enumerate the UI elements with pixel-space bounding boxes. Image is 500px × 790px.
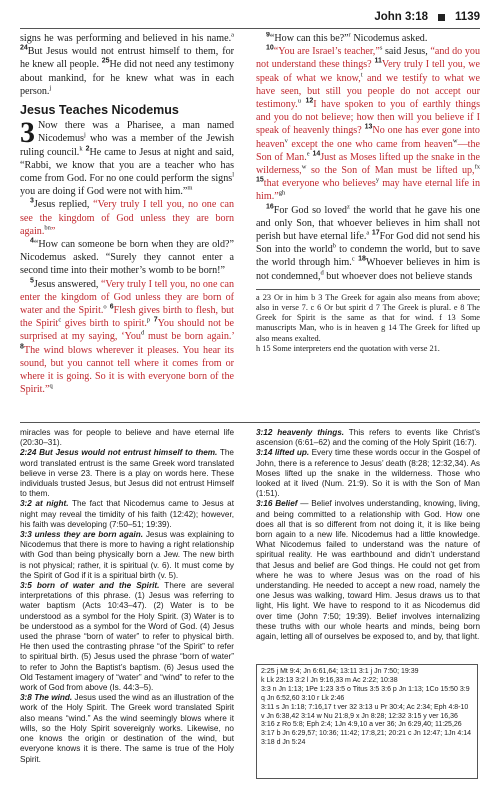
footnote: a 23 Or in him b 3 The Greek for again also means from above; also in verse 7. c 6 Or but spirit d 7 The Greek is plural. e 8 The Greek for Spirit is the same as that for wind. f 13 Some manuscripts Man, who is in heaven g 14 The Greek for lifted up also means exalted. (256, 292, 480, 343)
verse-paragraph: $^9$“How can this be?”$^r$ Nicodemus asked. (266, 32, 428, 44)
study-notes-left (20, 428, 234, 782)
section-heading: Jesus Teaches Nicodemus (20, 103, 179, 118)
study-note: 3:2 at night. The fact that Nicodemus came to Jesus at night may reveal the timidity of his faith (12:42); however, his faith was developing (7:50–51; 19:39). (20, 499, 234, 529)
chapter-number: 3 (20, 116, 35, 150)
footnote: h 15 Some interpreters end the quotation with verse 21. (256, 343, 440, 353)
study-note: 2:24 But Jesus would not entrust himself to them. The word translated entrust is the same Greek word translated believe in verse 23. There is a play on words here. These individuals trusted Jesus, but Jesus did not entrust Himself to them. (20, 448, 234, 499)
study-note: 3:12 heavenly things. This refers to events like Christ’s ascension (6:61–62) and the coming of the Holy Spirit (16:7). (256, 428, 480, 448)
study-note: 3:3 unless they are born again. Jesus was explaining to Nicodemus that there is more to having a right relationship with God than being physically born a Jew. The new birth is not physical; rather, it is spiritual (v. 6). It must come by the Spirit of God if it is a spiritual birth (v. 5). (20, 530, 234, 580)
study-note: 3:5 born of water and the Spirit. There are several interpretations of this phrase. (1) Jesus was referring to water baptism (Acts 10:43–47). (2) Water is to be understood as a symbol for the Holy Spirit. (3) Water is to be understood as a symbol for the Word of God. (4) Jesus used the phrase “born of water” to refer to physical birth. He then used the contrasting phrase “of the Spirit” to refer to spiritual birth. (5) Jesus used the phrase “born of water” to refer to John the Baptist’s baptism. (6) Jesus used the Old Testament imagery of “water” and “wind” to refer to the work of God from above (Is. 44:3–5). (20, 581, 234, 693)
study-note: miracles was for people to believe and have eternal life (20:30–31). (20, 428, 234, 448)
header-square-icon (438, 14, 445, 21)
scripture-column-right (256, 32, 480, 416)
scripture-column-left (20, 32, 234, 416)
verse-paragraph: $^5$Jesus answered, “Very truly I tell you, no one can enter the kingdom of God unless they are born of water and the Spirit.$^o$ $^6$Flesh gives birth to flesh, but the Spirit$^c$ gives birth to spirit.$^p$ $^7$You should not be surprised at my saying, ‘You$^d$ must be born again.’ $^8$The wind blows wherever it pleases. You hear its sound, but you cannot tell where it comes from or where it is going. So it is with everyone born of the Spirit.”$^q$ (20, 277, 234, 396)
header-reference: John 3:18 (374, 11, 429, 23)
study-notes-right (256, 428, 480, 658)
verse-paragraph: $^{16}$For God so loved$^z$ the world that he gave his one and only Son, that whoever believes in him shall not perish but have eternal life.$^a$ $^{17}$For God did not send his Son into the world$^b$ to condemn the world, but to save the world through him.$^c$ $^{18}$Whoever believes in him is not condemned,$^d$ but whoever does not believe stands (256, 203, 480, 282)
study-note: 3:8 The wind. Jesus used the wind as an illustration of the work of the Holy Spirit. The Greek word translated Spirit also means “wind.” As the wind seemingly blows where it wills, so the Holy Spirit sovereignly works. Likewise, no one knows the origin or destination of the wind, but everyone knows it is there. The same is true of the Holy Spirit. (20, 693, 234, 764)
study-note: 3:14 lifted up. Every time these words occur in the Gospel of John, there is a reference to Jesus’ death (8:28; 12:32,34). As Moses lifted up the snake in the wilderness. Those who looked at it lived (Num. 21:9). So it is with the Son of Man (1:51). (256, 448, 480, 499)
verse-paragraph: $^{10}$“You are Israel’s teacher,”$^s$ said Jesus, “and do you not understand these things? $^{11}$Very truly I tell you, we speak of what we know,$^t$ and we testify to what we have seen, but still you people do not accept our testimony.$^u$ $^{12}$I have spoken to you of earthly things and you do not believe; how then will you believe if I speak of heavenly things? $^{13}$No one has ever gone into heaven$^v$ except the one who came from heaven$^w$—the Son of Man.$^e$ $^{14}$Just as Moses lifted up the snake in the wilderness,$^w$ so the Son of Man must be lifted up,$^{fx}$ $^{15}$that everyone who believes$^y$ may have eternal life in him.”$^{gh}$ (256, 44, 480, 203)
cross-reference: 3:11 s Jn 1:18; 7:16,17 t ver 32 3:13 u Pr 30:4; Ac 2:34; Eph 4:8-10 v Jn 6:38,42 3:14 w Nu 21:8,9 x Jn 8:28; 12:32 3:15 y ver 16,36 3:16 z Ro 5:8; Eph 2:4; 1Jn 4:9,10 a ver 36; Jn 6:29,40; 11:25,26 3:17 b Jn 6:29,57; 10:36; 11:42; 17:8,21; 20:21 c Jn 12:47; 1Jn 4:14 (261, 703, 472, 738)
running-header (374, 8, 480, 26)
verse-paragraph: signs he was performing and believed in his name.$^a$ $^{24}$But Jesus would not entrust himself to them, for he knew all people. $^{25}$He did not need any testimony about mankind, for he knew what was in each person.$^j$ (20, 32, 234, 97)
cross-reference: k Lk 23:13 3:2 l Jn 9:16,33 m Ac 2:22; 10:38 (261, 676, 398, 684)
verse-paragraph: $^3$Jesus replied, “Very truly I tell you, no one can see the kingdom of God unless they are born again.$^{bn}$” (20, 198, 234, 237)
verse-paragraph: $^4$“How can someone be born when they are old?” Nicodemus asked. “Surely they cannot enter a second time into their mother’s womb to be born!” (20, 237, 234, 277)
cross-references-box (256, 664, 478, 779)
page-number: 1139 (455, 11, 480, 23)
cross-reference: 3:3 n Jn 1:13; 1Pe 1:23 3:5 o Titus 3:5 3:6 p Jn 1:13; 1Co 15:50 3:9 q Jn 6:52,60 3:10 r Lk 2:46 (261, 685, 470, 702)
cross-reference: 2:25 j Mt 9:4; Jn 6:61,64; 13:11 3:1 j Jn 7:50; 19:39 (261, 668, 419, 675)
cross-reference: 3:18 d Jn 5:24 (261, 739, 306, 747)
section-divider (20, 422, 480, 423)
verse-paragraph: 3 Now there was a Pharisee, a man named Nicodemus$^j$ who was a member of the Jewish ruling council.$^k$ $^2$He came to Jesus at night and said, “Rabbi, we know that you are a teacher who has come from God. For no one could perform the signs$^l$ you are doing if God were not with him.”$^m$ (20, 116, 234, 198)
study-note: 3:16 Belief — Belief involves understanding, knowing, living, and being committed to a relationship with God. How one does all that is so different from not doing it, it is like being born again to a new life. Nicodemus had a little knowledge. What Nicodemus failed to understand was the nature of spiritual reality. He was earthbound and didn’t understand that Jesus and belief are God things. He could not get from where he was to where Jesus was on the road of his understanding. He needed to accept a new road, namely the one Jesus was walking, toward Him. Jesus draws us to that light, His light. We have to respond to it as Nicodemus did over time (John 7:50; 19:39). Belief involves internalizing these truths with our whole hearts and minds, being born again, letting all of ourselves be exposed to, and by, that light. (256, 499, 480, 642)
footnotes (256, 289, 480, 354)
header-rule (20, 28, 480, 29)
